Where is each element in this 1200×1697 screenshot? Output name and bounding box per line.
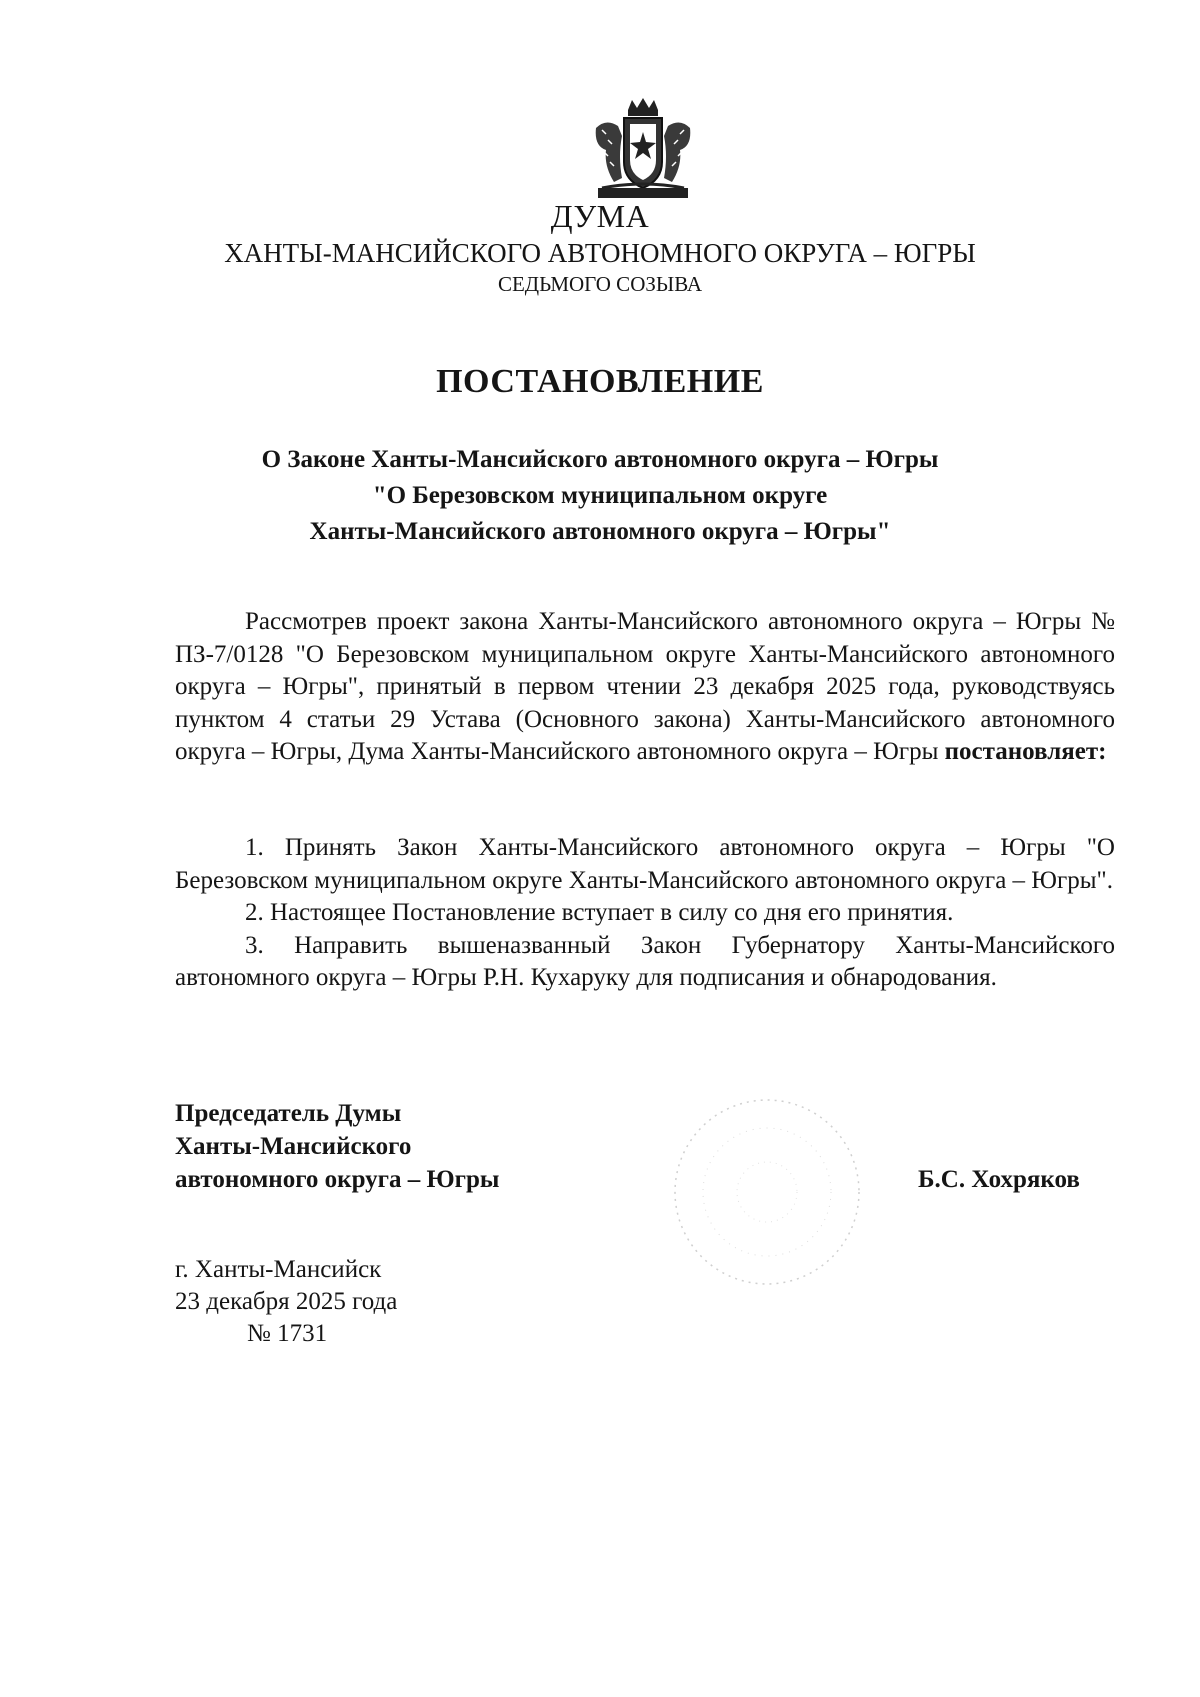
preamble-text: Рассмотрев проект закона Ханты-Мансийского автономного округа – Югры № ПЗ-7/0128 "О Березовском муниципальном округе Ханты-Мансийского автономного округа – Югры", принятый в первом чтении 23 декабря 2025 года, руководствуясь пунктом 4 статьи 29 Устава (Основного закона) Ханты-Мансийского автономного округа – Югры, Дума Ханты-Мансийского автономного округа – Югры <box>175 608 1115 765</box>
signatory-name: Б.С. Хохряков <box>918 1166 1080 1193</box>
subject-line: "О Березовском муниципальном округе <box>372 482 828 509</box>
subject-line: Ханты-Мансийского автономного округа – Югры" <box>309 518 891 545</box>
position-line: Ханты-Мансийского <box>175 1133 412 1160</box>
place-date-number <box>175 1254 397 1350</box>
coat-of-arms-emblem <box>588 96 698 202</box>
resolution-item: 3. Направить вышеназванный Закон Губернатору Ханты-Мансийского автономного округа – Югры Р.Н. Кухаруку для подписания и обнародования. <box>175 931 1115 991</box>
resolution-item: 2. Настоящее Постановление вступает в силу со дня его принятия. <box>245 899 954 926</box>
document-type-heading: ПОСТАНОВЛЕНИЕ <box>436 363 764 400</box>
resolution-item: 1. Принять Закон Ханты-Мансийского автономного округа – Югры "О Березовском муниципальном округе Ханты-Мансийского автономного округа – Югры". <box>175 834 1115 894</box>
preamble-verb: постановляет: <box>944 738 1107 765</box>
position-line: автономного округа – Югры <box>175 1166 500 1193</box>
subject-line: О Законе Ханты-Мансийского автономного округа – Югры <box>261 446 939 473</box>
preamble-paragraph <box>175 606 1115 769</box>
signatory-position <box>175 1097 499 1196</box>
resolution-items <box>175 832 1115 995</box>
faint-stamp-mark <box>665 1090 870 1295</box>
duma-title: ДУМА <box>550 198 650 234</box>
place-city: г. Ханты-Мансийск <box>175 1256 382 1283</box>
document-date: 23 декабря 2025 года <box>175 1288 398 1315</box>
document-number: № 1731 <box>247 1320 328 1347</box>
convocation-title: СЕДЬМОГО СОЗЫВА <box>497 272 703 296</box>
position-line: Председатель Думы <box>175 1100 402 1127</box>
okrug-title: ХАНТЫ-МАНСИЙСКОГО АВТОНОМНОГО ОКРУГА – ЮГРЫ <box>224 238 976 268</box>
document-subject <box>0 442 1200 550</box>
